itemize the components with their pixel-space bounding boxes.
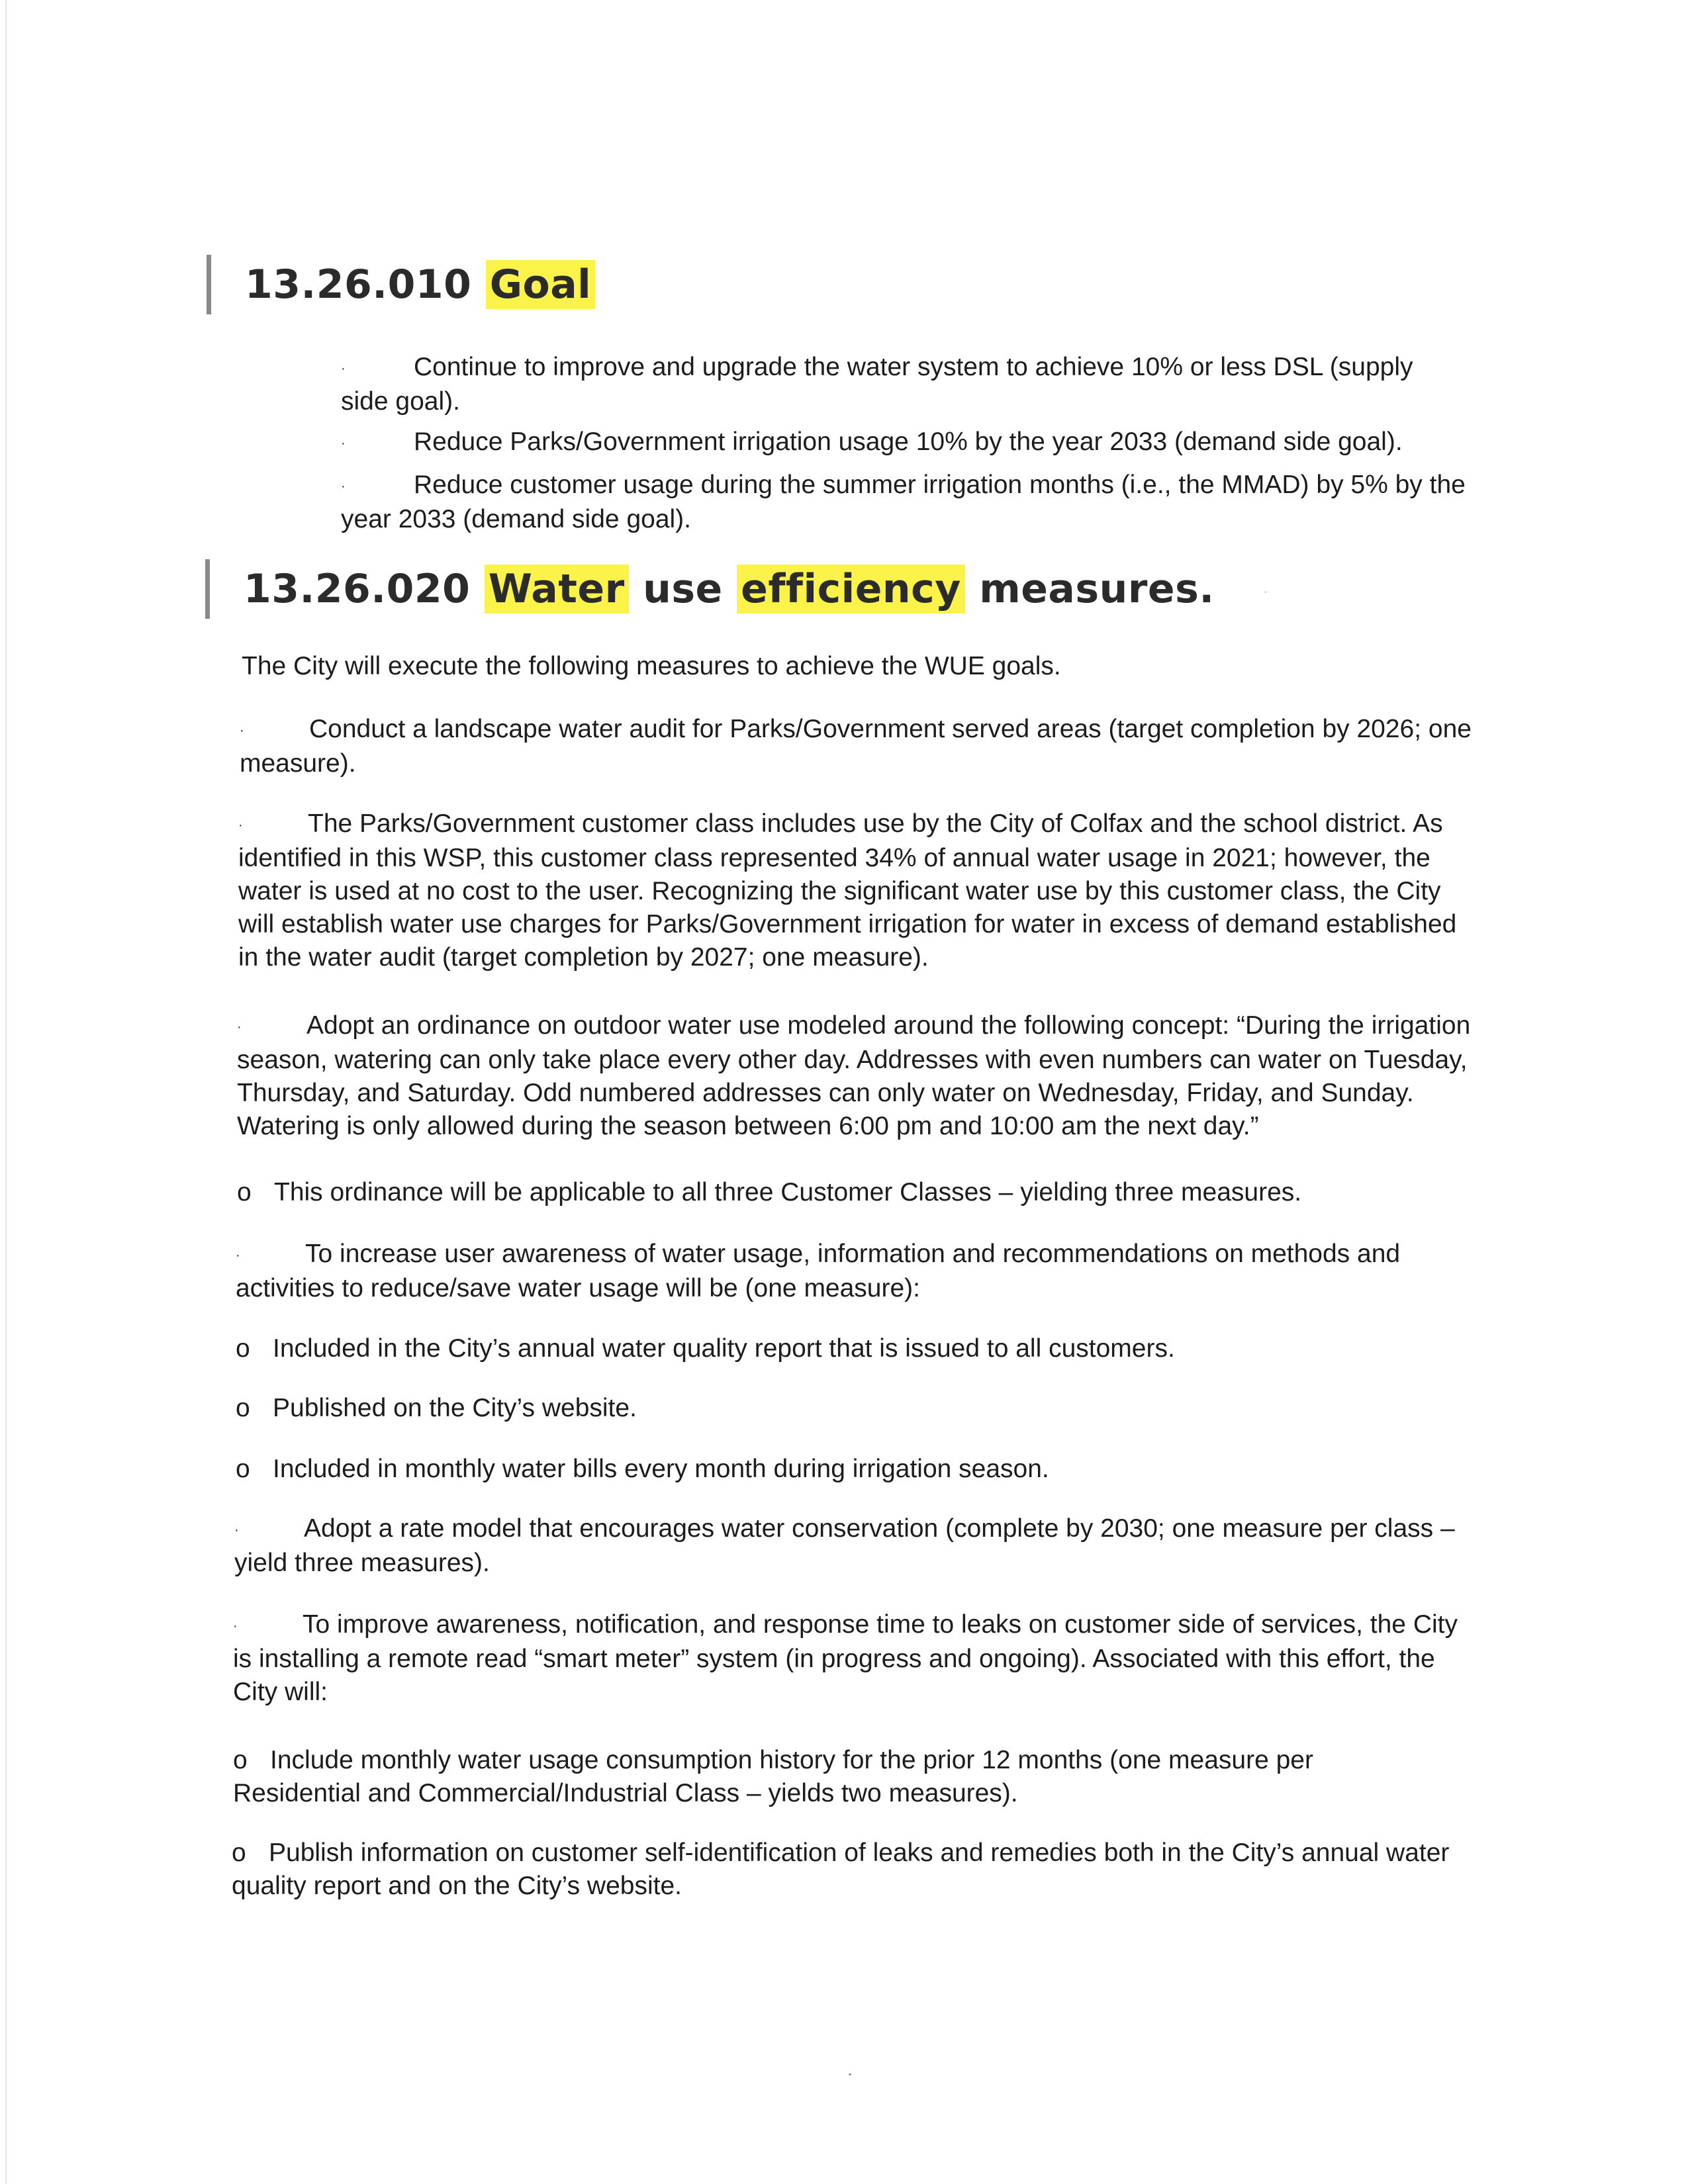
- sub-bullet-marker: o: [236, 1455, 250, 1483]
- goal-item: · Reduce Parks/Government irrigation usage 10% by the year 2033 (demand side goal).: [341, 426, 1466, 460]
- section-heading-goal: [245, 261, 595, 308]
- sub-bullet-marker: o: [233, 1746, 248, 1774]
- section-title-highlight: Goal: [486, 260, 596, 309]
- sub-bullet-marker: o: [232, 1839, 246, 1867]
- sub-bullet-marker: o: [237, 1178, 252, 1206]
- bullet-dot: ·: [236, 1248, 240, 1263]
- measure-paragraph: · Adopt an ordinance on outdoor water use modeled around the following concept: “During the irrigation season, watering can only take place every other day. Addresses with even numbers can water on Tuesday, Thursday, and Saturday. Odd numbered addresses can only water on Wednesday, Friday, and Sunday. Watering is only allowed during the season between 6:00 pm and 10:00 am the next day.”: [237, 1011, 1471, 1140]
- sub-item: o Included in the City’s annual water quality report that is issued to all customers.: [236, 1332, 1460, 1365]
- intro-paragraph: The City will execute the following measures to achieve the WUE goals.: [242, 652, 1061, 680]
- scan-speck: [849, 2073, 851, 2075]
- section-heading-wue-measures: [244, 566, 1215, 612]
- sub-item: o Published on the City’s website.: [236, 1392, 1460, 1425]
- measure-paragraph: · The Parks/Government customer class includes use by the City of Colfax and the school district. As identified in this WSP, this customer class represented 34% of annual water usage in 2021; however, the water is used at no cost to the user. Recognizing the significant water use by this customer class, the City will establish water use charges for Parks/Government irrigation for water in excess of demand established in the water audit (target completion by 2027; one measure).: [238, 809, 1457, 972]
- goal-item: · Reduce customer usage during the summer irrigation months (i.e., the MMAD) by 5% by the year 2033 (demand side goal).: [341, 471, 1466, 533]
- scan-edge: [5, 0, 7, 2184]
- goal-item: · Continue to improve and upgrade the water system to achieve 10% or less DSL (supply side goal).: [341, 353, 1413, 416]
- change-bar: [207, 255, 211, 314]
- measure-paragraph: · Adopt a rate model that encourages water conservation (complete by 2030; one measure per class – yield three measures).: [234, 1514, 1455, 1577]
- measure-paragraph: · To improve awareness, notification, and response time to leaks on customer side of services, the City is installing a remote read “smart meter” system (in progress and ongoing). Associated with this effort, the City will:: [233, 1610, 1458, 1706]
- bullet-dot: ·: [341, 478, 346, 494]
- title-word: measures.: [979, 566, 1215, 612]
- measure-paragraph: · Conduct a landscape water audit for Parks/Government served areas (target completion by 2026; one measure).: [240, 715, 1472, 778]
- sub-item: o This ordinance will be applicable to all three Customer Classes – yielding three measures.: [237, 1176, 1462, 1209]
- change-bar: [205, 559, 210, 619]
- bullet-dot: ·: [233, 1618, 238, 1633]
- measure-paragraph: · To increase user awareness of water usage, information and recommendations on methods and activities to reduce/save water usage will be (one measure):: [236, 1240, 1401, 1302]
- bullet-dot: ·: [238, 817, 243, 833]
- sub-item: o Included in monthly water bills every month during irrigation season.: [236, 1453, 1460, 1486]
- sub-item: o Include monthly water usage consumption history for the prior 12 months (one measure per Residential and Commercial/Industrial Class – yields two measures).: [233, 1744, 1358, 1810]
- section-number: 13.26.010: [245, 261, 472, 308]
- title-highlight-efficiency: efficiency: [737, 565, 965, 614]
- section-number: 13.26.020: [244, 566, 471, 612]
- bullet-dot: ·: [237, 1019, 242, 1034]
- scan-speck: [1264, 591, 1267, 593]
- bullet-dot: ·: [234, 1522, 239, 1537]
- sub-item: o Publish information on customer self-identification of leaks and remedies both in the City’s annual water quality report and on the City’s website.: [232, 1837, 1456, 1903]
- title-word: use: [643, 566, 723, 612]
- sub-bullet-marker: o: [236, 1334, 250, 1363]
- title-highlight-water: Water: [485, 565, 629, 614]
- bullet-dot: ·: [341, 361, 346, 376]
- bullet-dot: ·: [341, 435, 346, 451]
- bullet-dot: ·: [240, 723, 244, 738]
- sub-bullet-marker: o: [236, 1394, 250, 1422]
